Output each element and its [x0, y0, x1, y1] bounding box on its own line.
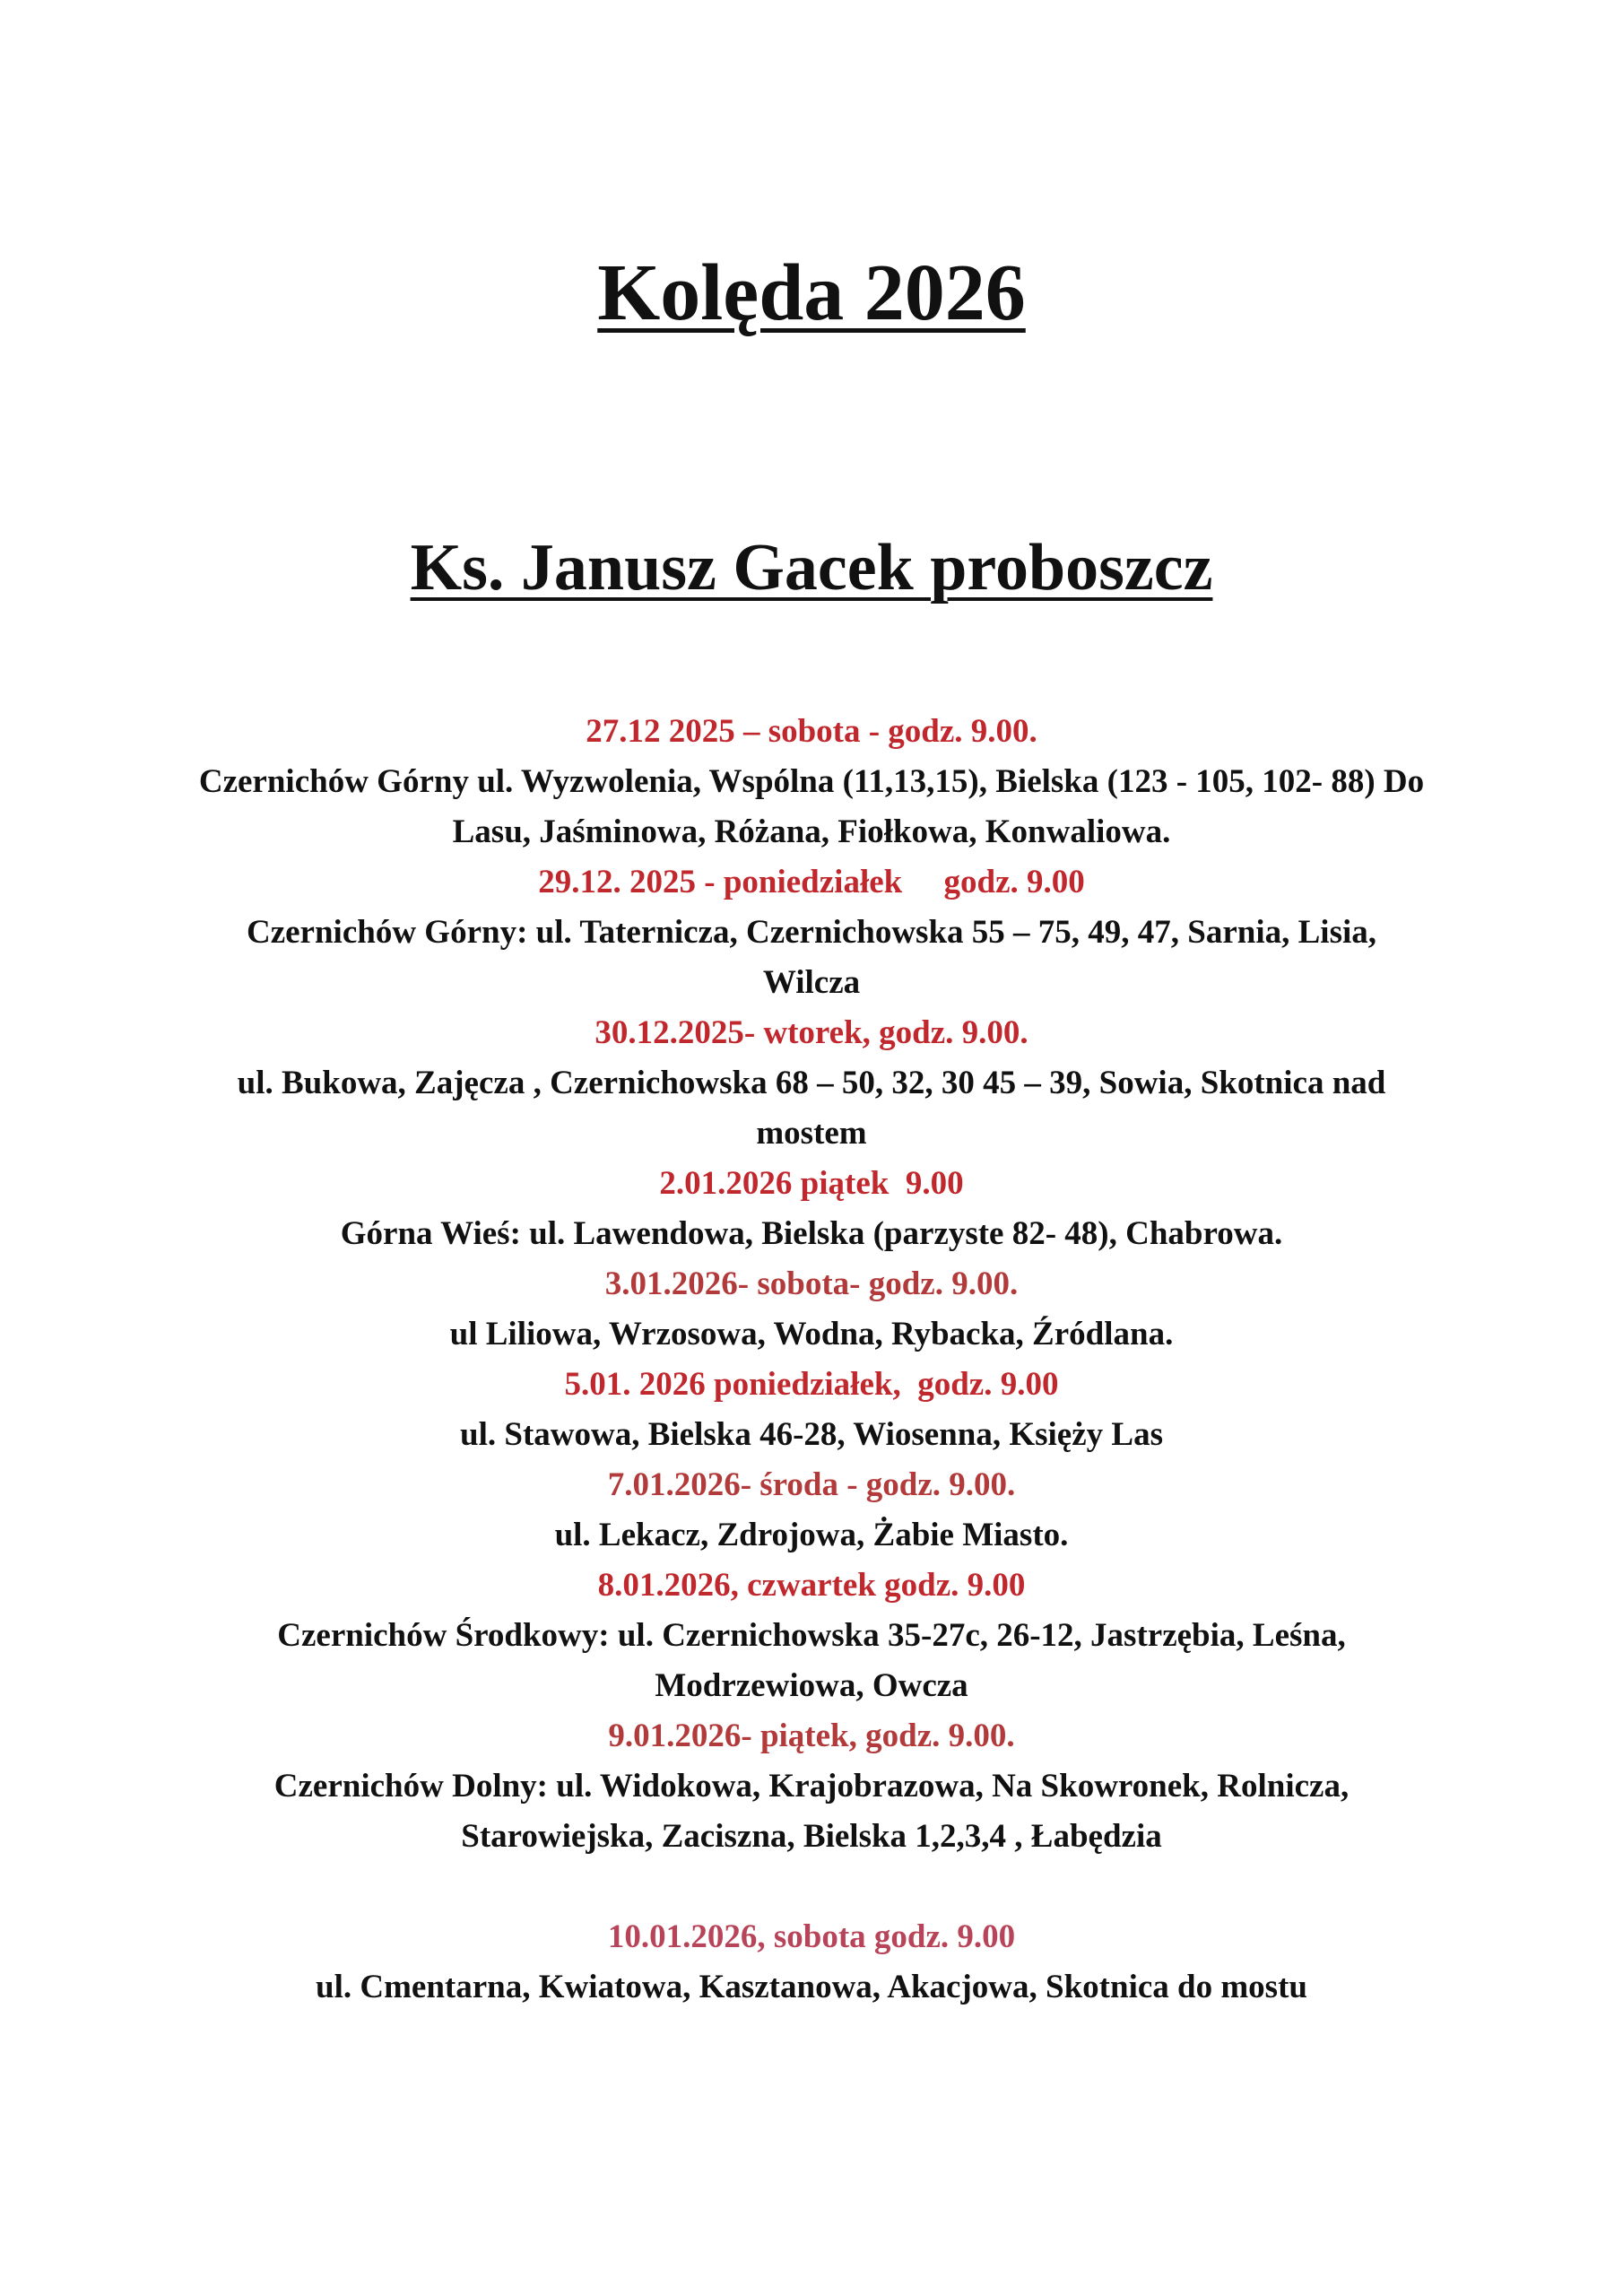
entry-streets: ul. Cmentarna, Kwiatowa, Kasztanowa, Akacjowa, Skotnica do mostu: [316, 1969, 1307, 2005]
entry-date: 30.12.2025- wtorek, godz. 9.00.: [595, 1014, 1028, 1051]
entry-date: 10.01.2026, sobota godz. 9.00: [607, 1918, 1016, 1955]
schedule-entry: [197, 1008, 1426, 1159]
page-subtitle-text: Ks. Janusz Gacek proboszcz: [410, 531, 1213, 604]
entry-date: 27.12 2025 – sobota - godz. 9.00.: [586, 713, 1037, 750]
entry-date: 2.01.2026 piątek 9.00: [659, 1165, 964, 1202]
entry-streets: Czernichów Górny ul. Wyzwolenia, Wspólna (11,13,15), Bielska (123 - 105, 102- 88) Do Lasu, Jaśminowa, Różana, Fiołkowa, Konwaliowa.: [198, 763, 1425, 850]
entry-streets: ul. Lekacz, Zdrojowa, Żabie Miasto.: [554, 1517, 1069, 1553]
entry-date: 9.01.2026- piątek, godz. 9.00.: [608, 1718, 1015, 1754]
schedule-entry: [197, 1360, 1426, 1460]
schedule-entry: [197, 857, 1426, 1008]
schedule-list: [197, 707, 1426, 2013]
entry-streets: Czernichów Środkowy: ul. Czernichowska 35-27c, 26-12, Jastrzębia, Leśna, Modrzewiowa, Owcza: [277, 1617, 1346, 1704]
schedule-entry: [197, 707, 1426, 857]
entry-date: 7.01.2026- środa - godz. 9.00.: [607, 1466, 1016, 1503]
entry-date: 3.01.2026- sobota- godz. 9.00.: [604, 1265, 1019, 1302]
schedule-entry: [197, 1912, 1426, 2013]
entry-date: 29.12. 2025 - poniedziałek godz. 9.00: [538, 864, 1085, 900]
entry-date: 8.01.2026, czwartek godz. 9.00: [597, 1567, 1026, 1604]
schedule-entry: [197, 1460, 1426, 1561]
entry-streets: Górna Wieś: ul. Lawendowa, Bielska (parzyste 82- 48), Chabrowa.: [340, 1215, 1283, 1252]
entry-streets: ul. Bukowa, Zajęcza , Czernichowska 68 – 50, 32, 30 45 – 39, Sowia, Skotnica nad mostem: [237, 1065, 1386, 1152]
entry-streets: Czernichów Górny: ul. Taternicza, Czernichowska 55 – 75, 49, 47, Sarnia, Lisia, Wilcza: [246, 914, 1377, 1001]
schedule-entry: [197, 1561, 1426, 1711]
page-title: [0, 244, 1623, 343]
entry-date: 5.01. 2026 poniedziałek, godz. 9.00: [564, 1366, 1059, 1403]
entry-streets: ul Liliowa, Wrzosowa, Wodna, Rybacka, Źródlana.: [449, 1316, 1174, 1352]
page-title-text: Kolęda 2026: [597, 248, 1026, 337]
schedule-entry: [197, 1711, 1426, 1862]
schedule-entry: [197, 1159, 1426, 1259]
schedule-entry: [197, 1259, 1426, 1360]
entry-streets: Czernichów Dolny: ul. Widokowa, Krajobrazowa, Na Skowronek, Rolnicza, Starowiejska, Zaciszna, Bielska 1,2,3,4 , Łabędzia: [273, 1768, 1350, 1855]
entry-streets: ul. Stawowa, Bielska 46-28, Wiosenna, Księży Las: [460, 1416, 1163, 1453]
page-subtitle: [0, 525, 1623, 611]
